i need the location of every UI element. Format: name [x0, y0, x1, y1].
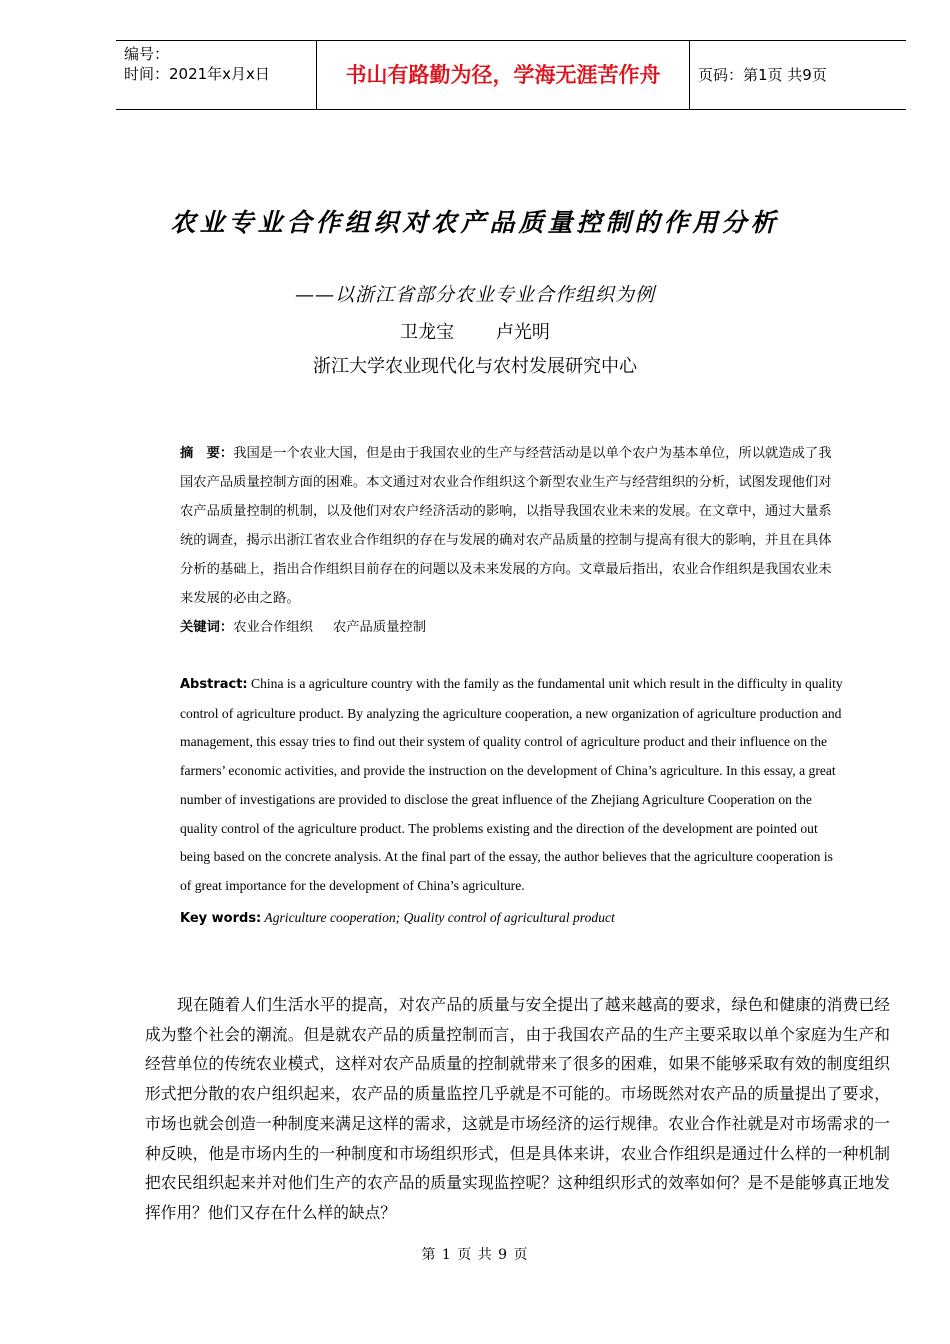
keywords-chinese: [180, 613, 842, 642]
abstract-en-text: China is a agriculture country with the family as the fundamental unit which result in the difficulty in quality control of agriculture product. By analyzing the agriculture cooperation, a new organization of agriculture production and management, this essay tries to find out their system of quality control of agriculture product and their influence on the farmers’ economic activities, and provide the instruction on the development of China’s agriculture. In this essay, a great number of investigations are provided to disclose the great influence of the Zhejiang Agriculture Cooperation on the quality control of the agriculture product. The problems existing and the direction of the development are pointed out being based on the concrete analysis. At the final part of the essay, the author believes that the agriculture cooperation is of great importance for the development of China’s agriculture.: [180, 676, 843, 893]
header-time: 时间：2021年x月x日: [124, 65, 270, 83]
keyword-item: 农产品质量控制: [332, 620, 427, 635]
abstract-cn-text: 我国是一个农业大国，但是由于我国农业的生产与经营活动是以单个农户为基本单位，所以就造成了我国农产品质量控制方面的困难。本文通过对农业合作组织这个新型农业生产与经营组织的分析，试图发现他们对农产品质量控制的机制，以及他们对农户经济活动的影响，以指导我国农业未来的发展。在文章中，通过大量系统的调查，揭示出浙江省农业合作组织的存在与发展的确对农产品质量的控制与提高有很大的影响，并且在具体分析的基础上，指出合作组织目前存在的问题以及未来发展的方向。文章最后指出，农业合作组织是我国农业未来发展的必由之路。: [180, 446, 832, 606]
body-paragraph: 现在随着人们生活水平的提高，对农产品的质量与安全提出了越来越高的要求，绿色和健康的消费已经成为整个社会的潮流。但是就农产品的质量控制而言，由于我国农产品的生产主要采取以单个家庭为生产和经营单位的传统农业模式，这样对农产品质量的控制就带来了很多的困难，如果不能够采取有效的制度组织形式把分散的农户组织起来，农产品的质量监控几乎就是不可能的。市场既然对农产品的质量提出了要求，市场也就会创造一种制度来满足这样的需求，这就是市场经济的运行规律。农业合作社就是对市场需求的一种反映，他是市场内生的一种制度和市场组织形式，但是具体来讲，农业合作组织是通过什么样的一种机制把农民组织起来并对他们生产的农产品的质量实现监控呢？这种组织形式的效率如何？是不是能够真正地发挥作用？他们又存在什么样的缺点？: [145, 995, 890, 1222]
header-page-info: 页码：第1页 共9页: [698, 66, 827, 84]
abstract-chinese: [180, 439, 842, 613]
header-motto: 书山有路勤为径，学海无涯苦作舟: [316, 41, 690, 109]
keywords-en-label: Key words:: [180, 911, 262, 926]
abstract-english: [180, 670, 844, 901]
page-footer: 第 1 页 共 9 页: [421, 1247, 529, 1263]
affiliation: 浙江大学农业现代化与农村发展研究中心: [313, 356, 637, 377]
authors: [0, 318, 950, 344]
paper-subtitle: ——以浙江省部分农业专业合作组织为例: [294, 284, 655, 306]
keyword-item: 农业合作组织: [233, 620, 313, 635]
abstract-en-label: Abstract:: [180, 677, 248, 692]
author-name: 卫龙宝: [400, 322, 455, 343]
page-header: [116, 40, 906, 110]
paper-title: 农业专业合作组织对农产品质量控制的作用分析: [170, 208, 780, 237]
abstract-cn-label: 摘 要：: [180, 446, 234, 461]
keywords-en-text: Agriculture cooperation; Quality control of agricultural product: [261, 910, 615, 925]
header-number: 编号：: [124, 45, 170, 63]
author-name: 卢光明: [495, 322, 550, 343]
keywords-cn-label: 关键词：: [180, 620, 234, 635]
keywords-english: [180, 904, 844, 934]
header-meta: [116, 41, 316, 109]
